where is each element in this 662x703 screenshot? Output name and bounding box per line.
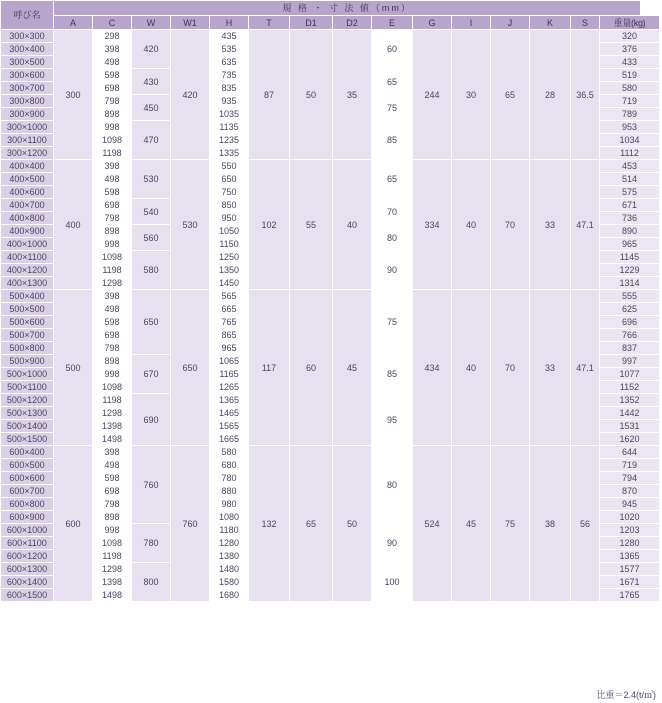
- value-mass: 1671: [600, 576, 659, 588]
- value-H: 950: [210, 212, 248, 224]
- nominal-size: 300×700: [1, 82, 53, 94]
- value-E: 85: [372, 355, 412, 393]
- value-W: 780: [132, 524, 170, 562]
- nominal-size: 300×800: [1, 95, 53, 107]
- value-C: 1298: [93, 277, 131, 289]
- value-T: 117: [249, 290, 289, 445]
- nominal-size: 400×800: [1, 212, 53, 224]
- table-row: [1, 290, 659, 302]
- header-col-J: J: [491, 16, 529, 29]
- value-C: 1198: [93, 147, 131, 159]
- value-K: 38: [530, 446, 570, 601]
- value-H: 1365: [210, 394, 248, 406]
- value-C: 798: [93, 498, 131, 510]
- value-H: 1680: [210, 589, 248, 601]
- header-col-mass: 重量(kg): [600, 16, 659, 29]
- value-mass: 1280: [600, 537, 659, 549]
- nominal-size: 300×1100: [1, 134, 53, 146]
- value-I: 45: [452, 446, 490, 601]
- value-C: 898: [93, 511, 131, 523]
- value-C: 498: [93, 173, 131, 185]
- value-C: 998: [93, 121, 131, 133]
- nominal-size: 500×1200: [1, 394, 53, 406]
- value-H: 650: [210, 173, 248, 185]
- value-G: 524: [413, 446, 451, 601]
- value-W: 800: [132, 563, 170, 601]
- value-mass: 1203: [600, 524, 659, 536]
- value-mass: 1020: [600, 511, 659, 523]
- value-H: 1350: [210, 264, 248, 276]
- nominal-size: 400×400: [1, 160, 53, 172]
- value-W: 560: [132, 225, 170, 250]
- value-C: 1198: [93, 394, 131, 406]
- value-T: 102: [249, 160, 289, 289]
- value-S: 47.1: [571, 290, 599, 445]
- value-H: 735: [210, 69, 248, 81]
- value-W: 420: [132, 30, 170, 68]
- value-mass: 719: [600, 459, 659, 471]
- value-mass: 997: [600, 355, 659, 367]
- value-J: 65: [491, 30, 529, 159]
- nominal-size: 400×1000: [1, 238, 53, 250]
- value-K: 33: [530, 160, 570, 289]
- nominal-size: 500×900: [1, 355, 53, 367]
- value-mass: 1077: [600, 368, 659, 380]
- value-mass: 1531: [600, 420, 659, 432]
- value-H: 1235: [210, 134, 248, 146]
- value-C: 998: [93, 524, 131, 536]
- value-mass: 1365: [600, 550, 659, 562]
- value-C: 1098: [93, 381, 131, 393]
- value-H: 965: [210, 342, 248, 354]
- value-H: 1480: [210, 563, 248, 575]
- value-H: 435: [210, 30, 248, 42]
- value-D1: 50: [290, 30, 332, 159]
- header-group: 規 格 ・ 寸 法 値（mm）: [54, 1, 640, 15]
- value-E: 75: [372, 290, 412, 354]
- value-H: 765: [210, 316, 248, 328]
- value-C: 1098: [93, 251, 131, 263]
- nominal-size: 600×900: [1, 511, 53, 523]
- value-mass: 555: [600, 290, 659, 302]
- nominal-size: 500×1100: [1, 381, 53, 393]
- value-H: 1450: [210, 277, 248, 289]
- value-W: 690: [132, 394, 170, 445]
- nominal-size: 500×600: [1, 316, 53, 328]
- value-mass: 719: [600, 95, 659, 107]
- value-G: 334: [413, 160, 451, 289]
- nominal-size: 300×900: [1, 108, 53, 120]
- value-S: 36.5: [571, 30, 599, 159]
- value-J: 70: [491, 290, 529, 445]
- value-T: 87: [249, 30, 289, 159]
- header-col-H: H: [210, 16, 248, 29]
- nominal-size: 300×400: [1, 43, 53, 55]
- value-I: 40: [452, 290, 490, 445]
- value-mass: 433: [600, 56, 659, 68]
- value-C: 498: [93, 303, 131, 315]
- header-col-A: A: [54, 16, 92, 29]
- value-H: 535: [210, 43, 248, 55]
- value-mass: 644: [600, 446, 659, 458]
- value-E: 65: [372, 160, 412, 198]
- value-W: 580: [132, 251, 170, 289]
- nominal-size: 600×500: [1, 459, 53, 471]
- value-mass: 1229: [600, 264, 659, 276]
- value-C: 398: [93, 290, 131, 302]
- nominal-size: 300×1000: [1, 121, 53, 133]
- value-C: 1398: [93, 576, 131, 588]
- value-mass: 890: [600, 225, 659, 237]
- value-A: 500: [54, 290, 92, 445]
- value-mass: 1352: [600, 394, 659, 406]
- value-H: 680: [210, 459, 248, 471]
- value-D2: 50: [333, 446, 371, 601]
- value-E: 90: [372, 524, 412, 562]
- value-C: 998: [93, 238, 131, 250]
- value-mass: 1145: [600, 251, 659, 263]
- value-G: 434: [413, 290, 451, 445]
- nominal-size: 400×600: [1, 186, 53, 198]
- value-mass: 1620: [600, 433, 659, 445]
- nominal-size: 500×700: [1, 329, 53, 341]
- density-note: 比重＝2.4(t/㎥): [596, 690, 656, 700]
- header-col-S: S: [571, 16, 599, 29]
- value-mass: 625: [600, 303, 659, 315]
- value-C: 1398: [93, 420, 131, 432]
- table-row: [1, 446, 659, 458]
- value-H: 1135: [210, 121, 248, 133]
- value-C: 598: [93, 316, 131, 328]
- header-col-C: C: [93, 16, 131, 29]
- value-C: 398: [93, 43, 131, 55]
- value-mass: 945: [600, 498, 659, 510]
- value-mass: 671: [600, 199, 659, 211]
- header-col-T: T: [249, 16, 289, 29]
- value-mass: 376: [600, 43, 659, 55]
- value-C: 698: [93, 485, 131, 497]
- value-C: 898: [93, 355, 131, 367]
- value-H: 1265: [210, 381, 248, 393]
- value-H: 1580: [210, 576, 248, 588]
- value-E: 85: [372, 121, 412, 159]
- header-col-G: G: [413, 16, 451, 29]
- value-J: 70: [491, 160, 529, 289]
- header-col-E: E: [372, 16, 412, 29]
- value-mass: 736: [600, 212, 659, 224]
- header-col-D1: D1: [290, 16, 332, 29]
- value-C: 798: [93, 342, 131, 354]
- value-mass: 696: [600, 316, 659, 328]
- nominal-size: 600×700: [1, 485, 53, 497]
- nominal-size: 500×1500: [1, 433, 53, 445]
- spec-table-body: [1, 30, 659, 601]
- value-I: 30: [452, 30, 490, 159]
- value-K: 33: [530, 290, 570, 445]
- value-mass: 837: [600, 342, 659, 354]
- nominal-size: 600×400: [1, 446, 53, 458]
- value-mass: 575: [600, 186, 659, 198]
- value-mass: 953: [600, 121, 659, 133]
- value-H: 665: [210, 303, 248, 315]
- nominal-size: 600×1000: [1, 524, 53, 536]
- value-C: 798: [93, 95, 131, 107]
- value-mass: 519: [600, 69, 659, 81]
- nominal-size: 500×400: [1, 290, 53, 302]
- value-H: 565: [210, 290, 248, 302]
- value-W: 760: [132, 446, 170, 523]
- value-E: 80: [372, 446, 412, 523]
- value-D1: 55: [290, 160, 332, 289]
- value-A: 300: [54, 30, 92, 159]
- value-mass: 453: [600, 160, 659, 172]
- value-mass: 580: [600, 82, 659, 94]
- nominal-size: 400×1300: [1, 277, 53, 289]
- nominal-size: 600×800: [1, 498, 53, 510]
- value-E: 65: [372, 69, 412, 94]
- value-W: 450: [132, 95, 170, 120]
- value-C: 798: [93, 212, 131, 224]
- table-row: [1, 30, 659, 42]
- value-mass: 514: [600, 173, 659, 185]
- header-col-D2: D2: [333, 16, 371, 29]
- nominal-size: 300×500: [1, 56, 53, 68]
- value-mass: 1152: [600, 381, 659, 393]
- value-H: 850: [210, 199, 248, 211]
- value-E: 95: [372, 394, 412, 445]
- nominal-size: 600×1100: [1, 537, 53, 549]
- value-H: 780: [210, 472, 248, 484]
- nominal-size: 400×1100: [1, 251, 53, 263]
- value-C: 1098: [93, 134, 131, 146]
- nominal-size: 500×1000: [1, 368, 53, 380]
- value-C: 598: [93, 186, 131, 198]
- nominal-size: 500×500: [1, 303, 53, 315]
- value-T: 132: [249, 446, 289, 601]
- nominal-size: 600×1400: [1, 576, 53, 588]
- value-D1: 60: [290, 290, 332, 445]
- value-H: 1165: [210, 368, 248, 380]
- value-E: 75: [372, 95, 412, 120]
- value-C: 1298: [93, 563, 131, 575]
- value-D1: 65: [290, 446, 332, 601]
- value-C: 398: [93, 446, 131, 458]
- nominal-size: 500×1400: [1, 420, 53, 432]
- value-H: 1080: [210, 511, 248, 523]
- nominal-size: 500×1300: [1, 407, 53, 419]
- value-C: 698: [93, 329, 131, 341]
- value-H: 635: [210, 56, 248, 68]
- nominal-size: 400×500: [1, 173, 53, 185]
- value-C: 1198: [93, 264, 131, 276]
- nominal-size: 300×1200: [1, 147, 53, 159]
- value-C: 598: [93, 69, 131, 81]
- value-H: 835: [210, 82, 248, 94]
- value-H: 750: [210, 186, 248, 198]
- nominal-size: 600×1500: [1, 589, 53, 601]
- header-col-W1: W1: [171, 16, 209, 29]
- value-K: 28: [530, 30, 570, 159]
- value-mass: 1034: [600, 134, 659, 146]
- value-H: 550: [210, 160, 248, 172]
- value-C: 1198: [93, 550, 131, 562]
- nominal-size: 400×700: [1, 199, 53, 211]
- header-name: 呼び名: [1, 1, 53, 29]
- value-C: 998: [93, 368, 131, 380]
- value-C: 598: [93, 472, 131, 484]
- value-E: 90: [372, 251, 412, 289]
- value-W: 530: [132, 160, 170, 198]
- value-H: 1035: [210, 108, 248, 120]
- table-row: [1, 160, 659, 172]
- nominal-size: 400×1200: [1, 264, 53, 276]
- value-W: 430: [132, 69, 170, 94]
- value-C: 498: [93, 56, 131, 68]
- value-W1: 650: [171, 290, 209, 445]
- value-D2: 35: [333, 30, 371, 159]
- nominal-size: 400×900: [1, 225, 53, 237]
- value-C: 1498: [93, 433, 131, 445]
- value-W1: 530: [171, 160, 209, 289]
- value-H: 1380: [210, 550, 248, 562]
- value-H: 1150: [210, 238, 248, 250]
- value-H: 880: [210, 485, 248, 497]
- value-H: 1180: [210, 524, 248, 536]
- value-mass: 965: [600, 238, 659, 250]
- value-W: 540: [132, 199, 170, 224]
- value-H: 1565: [210, 420, 248, 432]
- value-mass: 789: [600, 108, 659, 120]
- value-C: 398: [93, 160, 131, 172]
- value-D2: 40: [333, 160, 371, 289]
- value-E: 100: [372, 563, 412, 601]
- value-G: 244: [413, 30, 451, 159]
- nominal-size: 600×1200: [1, 550, 53, 562]
- value-C: 698: [93, 199, 131, 211]
- value-H: 1050: [210, 225, 248, 237]
- value-H: 980: [210, 498, 248, 510]
- header-col-W: W: [132, 16, 170, 29]
- value-A: 600: [54, 446, 92, 601]
- value-D2: 45: [333, 290, 371, 445]
- value-W1: 420: [171, 30, 209, 159]
- value-mass: 1112: [600, 147, 659, 159]
- value-E: 70: [372, 199, 412, 224]
- value-mass: 1577: [600, 563, 659, 575]
- value-mass: 870: [600, 485, 659, 497]
- value-C: 1498: [93, 589, 131, 601]
- value-A: 400: [54, 160, 92, 289]
- value-W: 650: [132, 290, 170, 354]
- value-C: 898: [93, 225, 131, 237]
- value-C: 298: [93, 30, 131, 42]
- value-C: 1098: [93, 537, 131, 549]
- nominal-size: 600×1300: [1, 563, 53, 575]
- value-W: 670: [132, 355, 170, 393]
- value-C: 498: [93, 459, 131, 471]
- value-H: 1665: [210, 433, 248, 445]
- value-H: 1065: [210, 355, 248, 367]
- value-mass: 320: [600, 30, 659, 42]
- value-S: 47.1: [571, 160, 599, 289]
- nominal-size: 600×600: [1, 472, 53, 484]
- value-E: 80: [372, 225, 412, 250]
- value-W1: 760: [171, 446, 209, 601]
- value-H: 935: [210, 95, 248, 107]
- nominal-size: 300×300: [1, 30, 53, 42]
- value-H: 1250: [210, 251, 248, 263]
- nominal-size: 500×800: [1, 342, 53, 354]
- value-E: 60: [372, 30, 412, 68]
- value-mass: 1442: [600, 407, 659, 419]
- value-H: 580: [210, 446, 248, 458]
- value-I: 40: [452, 160, 490, 289]
- value-C: 898: [93, 108, 131, 120]
- value-C: 698: [93, 82, 131, 94]
- value-W: 470: [132, 121, 170, 159]
- header-col-I: I: [452, 16, 490, 29]
- nominal-size: 300×600: [1, 69, 53, 81]
- header-col-K: K: [530, 16, 570, 29]
- value-C: 1298: [93, 407, 131, 419]
- value-H: 1280: [210, 537, 248, 549]
- value-H: 1465: [210, 407, 248, 419]
- value-mass: 794: [600, 472, 659, 484]
- value-mass: 766: [600, 329, 659, 341]
- value-H: 865: [210, 329, 248, 341]
- value-mass: 1314: [600, 277, 659, 289]
- value-mass: 1765: [600, 589, 659, 601]
- value-J: 75: [491, 446, 529, 601]
- value-H: 1335: [210, 147, 248, 159]
- value-S: 56: [571, 446, 599, 601]
